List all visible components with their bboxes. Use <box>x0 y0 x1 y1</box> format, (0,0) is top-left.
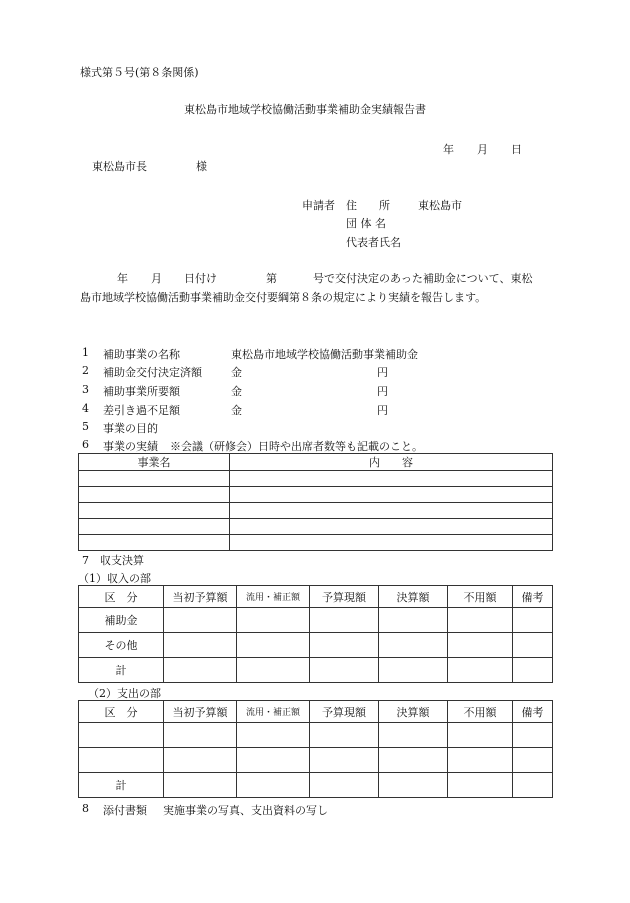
table-cell[interactable] <box>164 773 237 798</box>
table-cell[interactable] <box>237 748 310 773</box>
item-unit: 円 <box>377 404 388 417</box>
table-cell[interactable] <box>310 723 379 748</box>
addressee-name: 東松島市長 <box>92 160 147 173</box>
item-number: 5 <box>82 420 89 433</box>
item-number: 4 <box>82 402 89 415</box>
row-label <box>79 723 164 748</box>
table-cell[interactable] <box>237 723 310 748</box>
row-label: 計 <box>79 773 164 798</box>
table-header: 不用額 <box>448 586 513 608</box>
addressee-honorific: 様 <box>196 160 207 173</box>
body-dai: 第 <box>266 272 277 285</box>
table-cell[interactable] <box>448 723 513 748</box>
body-dated: 日付け <box>184 272 217 285</box>
table-cell[interactable] <box>310 773 379 798</box>
table-header: 決算額 <box>379 586 448 608</box>
table-cell[interactable] <box>237 633 310 658</box>
table-header: 備考 <box>513 586 553 608</box>
table-cell[interactable] <box>379 633 448 658</box>
expense-heading: （2）支出の部 <box>88 687 161 700</box>
date-day: 日 <box>511 143 522 156</box>
table-cell[interactable] <box>230 487 553 503</box>
table-cell[interactable] <box>448 748 513 773</box>
document-title: 東松島市地域学校協働活動事業補助金実績報告書 <box>184 103 426 116</box>
table-cell[interactable] <box>310 633 379 658</box>
table-row <box>79 471 553 487</box>
table-header: 区 分 <box>79 586 164 608</box>
item-number: 3 <box>82 383 89 396</box>
table-cell[interactable] <box>513 658 553 683</box>
table-cell[interactable] <box>448 658 513 683</box>
item-unit: 円 <box>377 366 388 379</box>
table-header: 不用額 <box>448 701 513 723</box>
table-cell[interactable] <box>379 723 448 748</box>
address-label: 住 所 <box>346 199 390 212</box>
table-cell[interactable] <box>164 608 237 633</box>
item-number: 1 <box>82 346 89 359</box>
table-header: 内 容 <box>230 454 553 471</box>
body-text-line2: 島市地域学校協働活動事業補助金交付要綱第８条の規定により実績を報告します。 <box>80 291 487 304</box>
table-cell[interactable] <box>513 723 553 748</box>
row-label <box>79 748 164 773</box>
attachments-number: 8 <box>82 802 89 815</box>
table-header: 事業名 <box>79 454 230 471</box>
date-year: 年 <box>443 143 454 156</box>
table-cell[interactable] <box>310 748 379 773</box>
table-header: 流用・補正額 <box>237 586 310 608</box>
body-year: 年 <box>117 272 128 285</box>
table-cell[interactable] <box>513 608 553 633</box>
item-number: 6 <box>82 438 89 451</box>
table-cell[interactable] <box>237 658 310 683</box>
group-label: 団 体 名 <box>346 217 386 230</box>
item-note: ※会議（研修会）日時や出席者数等も記載のこと。 <box>170 440 423 453</box>
table-cell[interactable] <box>513 748 553 773</box>
table-cell[interactable] <box>237 773 310 798</box>
table-header: 備考 <box>513 701 553 723</box>
table-cell[interactable] <box>448 633 513 658</box>
row-label: その他 <box>79 633 164 658</box>
table-cell[interactable] <box>79 471 230 487</box>
table-cell[interactable] <box>164 633 237 658</box>
income-table <box>78 585 553 683</box>
form-number: 様式第５号(第８条関係) <box>80 66 199 79</box>
table-cell[interactable] <box>237 608 310 633</box>
item-label: 事業の目的 <box>103 422 158 435</box>
table-header: 決算額 <box>379 701 448 723</box>
table-cell[interactable] <box>164 723 237 748</box>
table-cell[interactable] <box>230 471 553 487</box>
table-cell[interactable] <box>230 503 553 519</box>
table-cell[interactable] <box>379 773 448 798</box>
table-row <box>79 487 553 503</box>
table-header: 予算現額 <box>310 701 379 723</box>
table-cell[interactable] <box>79 535 230 551</box>
table-header: 区 分 <box>79 701 164 723</box>
rep-label: 代表者氏名 <box>346 236 401 249</box>
applicant-label: 申請者 <box>302 199 335 212</box>
table-cell[interactable] <box>379 748 448 773</box>
item-number: 2 <box>82 364 89 377</box>
income-heading: （1）収入の部 <box>78 572 151 585</box>
table-row <box>79 633 553 658</box>
table-cell[interactable] <box>164 748 237 773</box>
table-row <box>79 608 553 633</box>
table-row <box>79 519 553 535</box>
table-cell[interactable] <box>310 608 379 633</box>
row-label: 補助金 <box>79 608 164 633</box>
body-text-line1: 号で交付決定のあった補助金について、東松 <box>313 272 533 285</box>
table-header: 流用・補正額 <box>237 701 310 723</box>
table-row <box>79 503 553 519</box>
attachments-label: 添付書類 <box>103 804 147 817</box>
address-value: 東松島市 <box>418 199 462 212</box>
item-unit: 円 <box>377 385 388 398</box>
item-value: 金 <box>231 385 242 398</box>
item-label: 差引き過不足額 <box>103 404 180 417</box>
table-header: 予算現額 <box>310 586 379 608</box>
table-row <box>79 773 553 798</box>
table-cell[interactable] <box>310 658 379 683</box>
table-cell[interactable] <box>513 633 553 658</box>
table-row <box>79 535 553 551</box>
body-month: 月 <box>151 272 162 285</box>
date-month: 月 <box>477 143 488 156</box>
table-cell[interactable] <box>513 773 553 798</box>
table-cell[interactable] <box>79 503 230 519</box>
table-row <box>79 658 553 683</box>
achievements-table <box>78 453 553 551</box>
item-value: 金 <box>231 404 242 417</box>
item-label: 補助事業所要額 <box>103 385 180 398</box>
row-label: 計 <box>79 658 164 683</box>
table-cell[interactable] <box>379 658 448 683</box>
table-cell[interactable] <box>230 535 553 551</box>
table-cell[interactable] <box>448 773 513 798</box>
item-value: 金 <box>231 366 242 379</box>
table-row <box>79 748 553 773</box>
item-label: 補助金交付決定済額 <box>103 366 202 379</box>
table-cell[interactable] <box>79 519 230 535</box>
settlement-heading: 7 収支決算 <box>82 554 144 567</box>
attachments-value: 実施事業の写真、支出資料の写し <box>163 804 328 817</box>
table-cell[interactable] <box>230 519 553 535</box>
table-row <box>79 723 553 748</box>
expense-table <box>78 700 553 798</box>
item-label: 事業の実績 <box>103 440 158 453</box>
table-cell[interactable] <box>164 658 237 683</box>
item-value: 東松島市地域学校協働活動事業補助金 <box>231 348 418 361</box>
table-cell[interactable] <box>379 608 448 633</box>
table-header: 当初予算額 <box>164 701 237 723</box>
table-header: 当初予算額 <box>164 586 237 608</box>
item-label: 補助事業の名称 <box>103 348 180 361</box>
table-cell[interactable] <box>79 487 230 503</box>
table-cell[interactable] <box>448 608 513 633</box>
